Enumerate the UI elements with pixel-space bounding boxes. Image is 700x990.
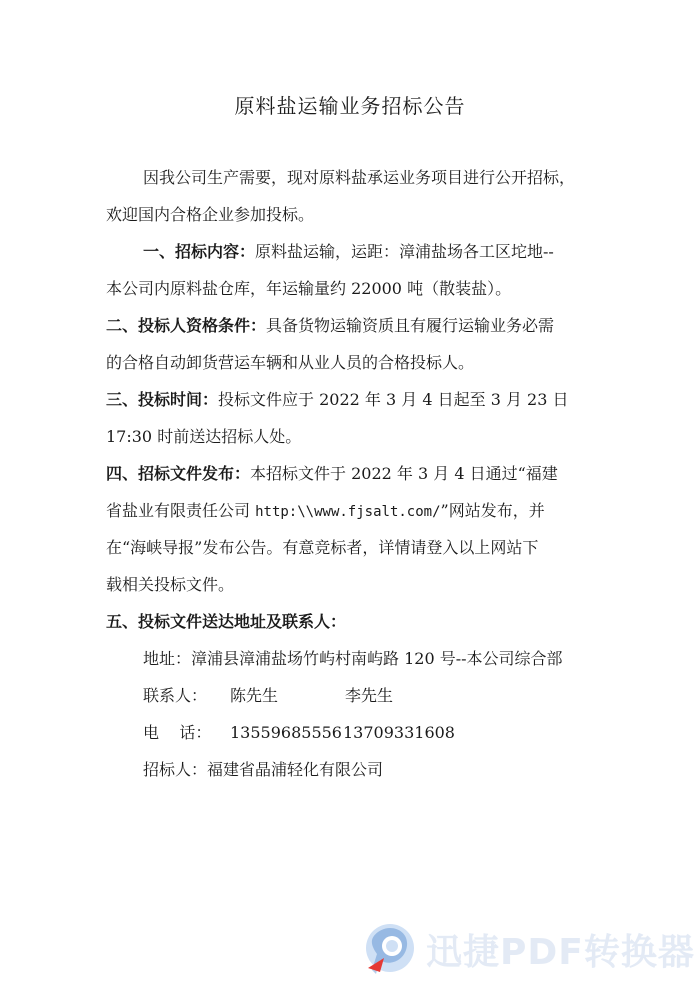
- section-4-text-2a: 省盐业有限责任公司: [106, 501, 256, 520]
- section-2-heading: 二、投标人资格条件：: [106, 316, 267, 335]
- section-1-line-1: [143, 242, 554, 262]
- intro-line-1: 因我公司生产需要，现对原料盐承运业务项目进行公开招标，: [143, 168, 576, 187]
- page-title: 原料盐运输业务招标公告: [234, 94, 466, 118]
- section-4-heading: 四、招标文件发布：: [106, 464, 251, 483]
- watermark: [362, 918, 695, 982]
- section-1-heading: 一、招标内容：: [143, 242, 256, 261]
- website-url: http:\\www.fjsalt.com/: [255, 504, 441, 520]
- contact-2: 李先生: [345, 686, 394, 705]
- address-line: 地址：漳浦县漳浦盐场竹屿村南屿路 120 号--本公司综合部: [143, 649, 563, 668]
- phone-2: 13709331608: [343, 723, 455, 742]
- section-5-heading: 五、投标文件送达地址及联系人：: [106, 612, 347, 631]
- section-3-text: 投标文件应于 2022 年 3 月 4 日起至 3 月 23 日: [218, 390, 569, 409]
- phone-1: 13559685556: [230, 723, 342, 742]
- section-2-line-1: [106, 316, 554, 336]
- section-4-text-2b: ”网站发布，并: [440, 501, 545, 520]
- contact-1: 陈先生: [230, 686, 279, 705]
- section-3-line-2: 17:30 时前送达招标人处。: [106, 427, 302, 446]
- contact-label: 联系人：: [143, 686, 208, 705]
- section-2-text: 具备货物运输资质且有履行运输业务必需: [266, 316, 555, 335]
- section-3-heading: 三、投标时间：: [106, 390, 219, 409]
- section-3-line-1: [106, 390, 569, 410]
- intro-line-2: 欢迎国内合格企业参加投标。: [106, 205, 315, 224]
- section-1-text: 原料盐运输，运距：漳浦盐场各工区坨地--: [255, 242, 554, 261]
- pdf-converter-logo-icon: [362, 918, 420, 982]
- section-4-text: 本招标文件于 2022 年 3 月 4 日通过“福建: [250, 464, 558, 483]
- section-4-line-2: [106, 501, 545, 522]
- section-4-line-1: [106, 464, 558, 484]
- section-4-line-4: 载相关投标文件。: [106, 575, 235, 594]
- watermark-text: 迅捷PDF转换器: [426, 932, 695, 973]
- section-2-line-2: 的合格自动卸货营运车辆和从业人员的合格投标人。: [106, 353, 475, 372]
- section-4-line-3: 在“海峡导报”发布公告。有意竞标者，详情请登入以上网站下: [106, 538, 539, 557]
- phone-label: 电 话：: [143, 723, 212, 742]
- tenderer-line: 招标人：福建省晶浦轻化有限公司: [143, 760, 384, 779]
- section-1-line-2: 本公司内原料盐仓库，年运输量约 22000 吨（散装盐）。: [106, 279, 512, 298]
